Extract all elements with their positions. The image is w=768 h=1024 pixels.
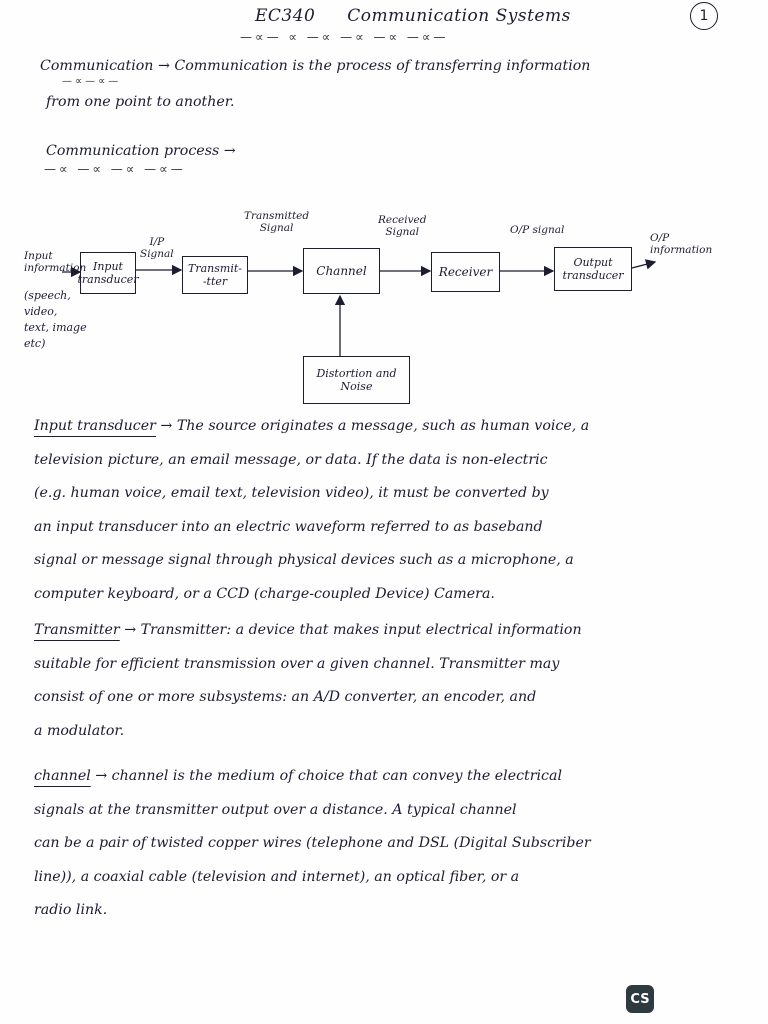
camscanner-badge: CS — [626, 985, 654, 1013]
channel-line: radio link. — [34, 902, 108, 918]
input-transducer-arrow: → — [160, 418, 173, 434]
input-transducer-line: an input transducer into an electric waveform referred to as baseband — [34, 518, 543, 535]
input-transducer-block — [77, 252, 139, 294]
transmitter-text: Transmit- — [188, 262, 242, 275]
process-heading: Communication process → — [46, 143, 236, 159]
op-signal-label: O/P signal — [510, 224, 565, 236]
transmitted-signal-text: Signal — [259, 222, 294, 234]
input-transducer-text: The source originates a message, such as human voice, a — [176, 418, 590, 434]
channel-text: channel is the medium of choice that can convey the electrical — [111, 768, 562, 784]
ip-signal-label — [140, 236, 174, 260]
input-transducer-term: Input transducer — [34, 418, 156, 434]
arrow-to-output-information — [632, 262, 655, 268]
course-code: EC340 — [255, 6, 316, 26]
transmitter-section — [34, 614, 744, 748]
transmitted-signal-label — [244, 210, 309, 234]
output-transducer-block — [554, 247, 632, 291]
received-signal-label — [378, 214, 426, 238]
page-header — [255, 6, 571, 26]
transmitter-line — [34, 614, 744, 648]
definition-line-1 — [40, 58, 590, 74]
definition-arrow: → — [157, 58, 170, 74]
op-information-label — [650, 232, 712, 256]
transmitter-text: Transmitter: a device that makes input electrical information — [140, 622, 582, 638]
transmitter-line: suitable for efficient transmission over a given channel. Transmitter may — [34, 655, 560, 672]
channel-line: can be a pair of twisted copper wires (telephone and DSL (Digital Subscriber — [34, 835, 591, 851]
transmitter-text: -tter — [202, 275, 228, 288]
input-example-line: video, — [24, 305, 58, 318]
input-examples — [24, 288, 87, 352]
output-transducer-text: transducer — [562, 269, 624, 282]
received-signal-text: Signal — [385, 226, 420, 238]
transmitted-signal-text: Transmitted — [244, 210, 310, 222]
definition-text-1: Communication is the process of transferring information — [174, 58, 591, 74]
definition-term: Communication — [40, 58, 154, 74]
ip-signal-text: I/P — [149, 236, 165, 248]
input-transducer-text: transducer — [77, 273, 139, 286]
input-transducer-line: (e.g. human voice, email text, television video), it must be converted by — [34, 485, 549, 501]
title-decoration: —∝— ∝ —∝ —∝ —∝ —∝— — [240, 30, 449, 44]
channel-line: line)), a coaxial cable (television and internet), an optical fiber, or a — [34, 868, 520, 885]
input-transducer-section — [34, 410, 744, 611]
distortion-noise-block — [303, 356, 410, 404]
receiver-block: Receiver — [431, 252, 500, 292]
input-transducer-line — [34, 410, 744, 444]
page-number: 1 — [690, 2, 718, 30]
channel-term: channel — [34, 768, 91, 784]
op-information-text: information — [650, 244, 713, 256]
channel-arrow: → — [95, 768, 108, 784]
received-signal-text: Received — [378, 214, 427, 226]
channel-line — [34, 760, 744, 794]
input-information-line: information — [24, 262, 87, 274]
input-transducer-line: computer keyboard, or a CCD (charge-coupled Device) Camera. — [34, 585, 495, 602]
course-title: Communication Systems — [347, 6, 571, 26]
process-heading-decoration: —∝ —∝ —∝ —∝— — [44, 162, 186, 176]
distortion-text: Noise — [340, 380, 373, 393]
input-example-line: text, image — [24, 321, 87, 334]
channel-block: Channel — [303, 248, 380, 294]
transmitter-line: consist of one or more subsystems: an A/D converter, an encoder, and — [34, 689, 537, 705]
input-example-line: etc) — [24, 337, 46, 350]
definition-term-decoration: —∝—∝— — [62, 76, 122, 87]
input-information-line: Input — [24, 250, 53, 262]
communication-block-diagram — [0, 200, 768, 415]
distortion-text: Distortion and — [316, 367, 397, 380]
transmitter-block — [182, 256, 248, 294]
ip-signal-text: Signal — [140, 248, 174, 260]
input-transducer-line: signal or message signal through physical devices such as a microphone, a — [34, 552, 574, 568]
op-information-text: O/P — [650, 232, 670, 244]
output-transducer-text: Output — [573, 256, 613, 269]
transmitter-line: a modulator. — [34, 722, 125, 739]
channel-section — [34, 760, 744, 928]
definition-text-2: from one point to another. — [46, 94, 235, 110]
transmitter-arrow: → — [124, 622, 137, 638]
input-transducer-line: television picture, an email message, or data. If the data is non-electric — [34, 451, 548, 468]
input-transducer-text: Input — [93, 260, 123, 273]
input-example-line: (speech, — [24, 289, 71, 302]
channel-line: signals at the transmitter output over a distance. A typical channel — [34, 801, 517, 818]
transmitter-term: Transmitter — [34, 622, 120, 638]
